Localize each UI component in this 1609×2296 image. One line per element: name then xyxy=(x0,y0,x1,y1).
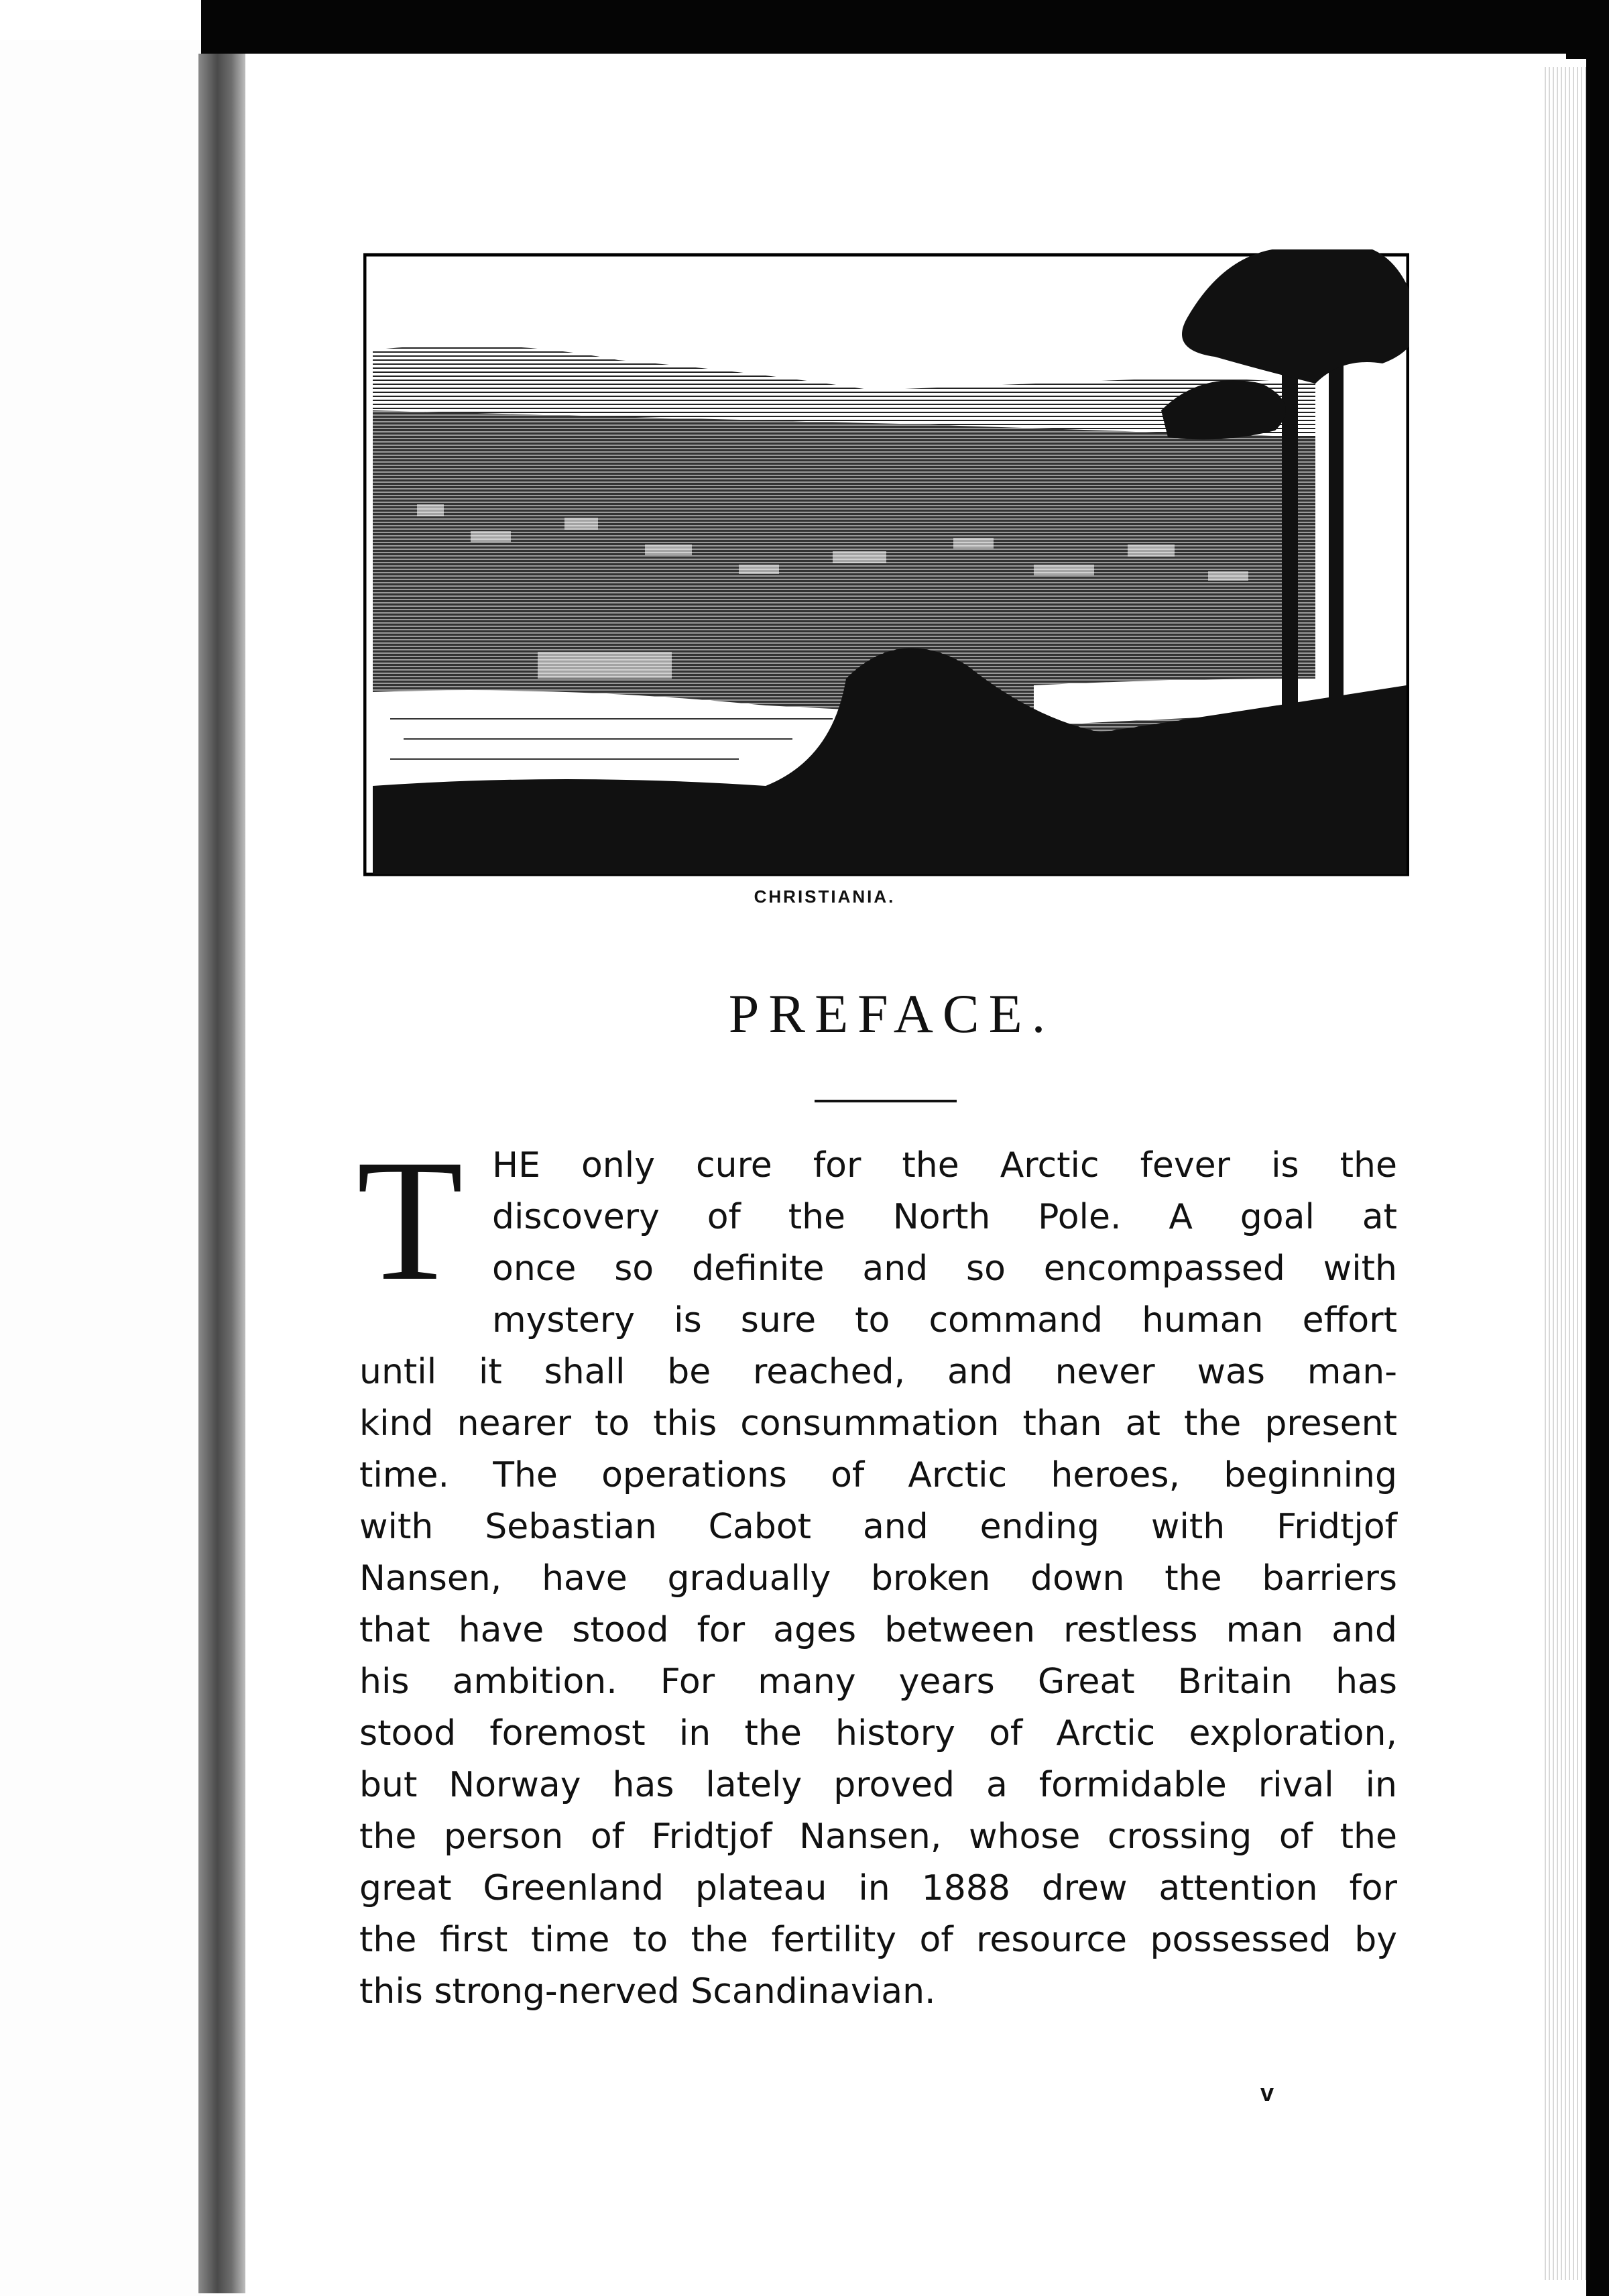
facing-page xyxy=(0,40,201,2296)
text-line: HE only cure for the Arctic fever is the xyxy=(492,1145,1397,1186)
title-rule xyxy=(815,1100,957,1102)
preface-text xyxy=(357,1124,1397,2018)
text-line: the first time to the fertility of resource possessed by xyxy=(359,1920,1397,1960)
text-line: once so definite and so encompassed with xyxy=(492,1249,1397,1289)
scan-border-right xyxy=(1586,0,1609,2296)
drop-cap: T xyxy=(357,1124,463,1317)
page-edges xyxy=(1542,67,1586,2280)
page-number: v xyxy=(1260,2079,1274,2106)
engraving-icon xyxy=(363,249,1409,877)
text-line: kind nearer to this consummation than at the present xyxy=(359,1403,1397,1444)
text-line: Nansen, have gradually broken down the barriers xyxy=(359,1558,1397,1599)
text-line: this strong-nerved Scandinavian. xyxy=(359,1971,936,2012)
text-line: great Greenland plateau in 1888 drew attention for xyxy=(359,1868,1397,1908)
book-gutter xyxy=(198,54,245,2293)
text-line: mystery is sure to command human effort xyxy=(492,1300,1397,1340)
text-line: until it shall be reached, and never was man- xyxy=(359,1352,1397,1392)
text-line: with Sebastian Cabot and ending with Fridtjof xyxy=(359,1507,1397,1547)
text-line: that have stood for ages between restless man and xyxy=(359,1610,1397,1650)
text-line: but Norway has lately proved a formidable rival in xyxy=(359,1765,1397,1805)
christiania-engraving xyxy=(363,249,1409,877)
text-line: time. The operations of Arctic heroes, beginning xyxy=(359,1455,1397,1495)
text-line: the person of Fridtjof Nansen, whose crossing of the xyxy=(359,1817,1397,1857)
illustration-caption: CHRISTIANIA. xyxy=(754,886,896,907)
text-line: stood foremost in the history of Arctic exploration, xyxy=(359,1713,1397,1754)
scan-border-top xyxy=(0,0,1609,59)
text-line: his ambition. For many years Great Britain has xyxy=(359,1662,1397,1702)
text-line: discovery of the North Pole. A goal at xyxy=(492,1197,1397,1237)
page-title: PREFACE. xyxy=(728,983,1055,1044)
